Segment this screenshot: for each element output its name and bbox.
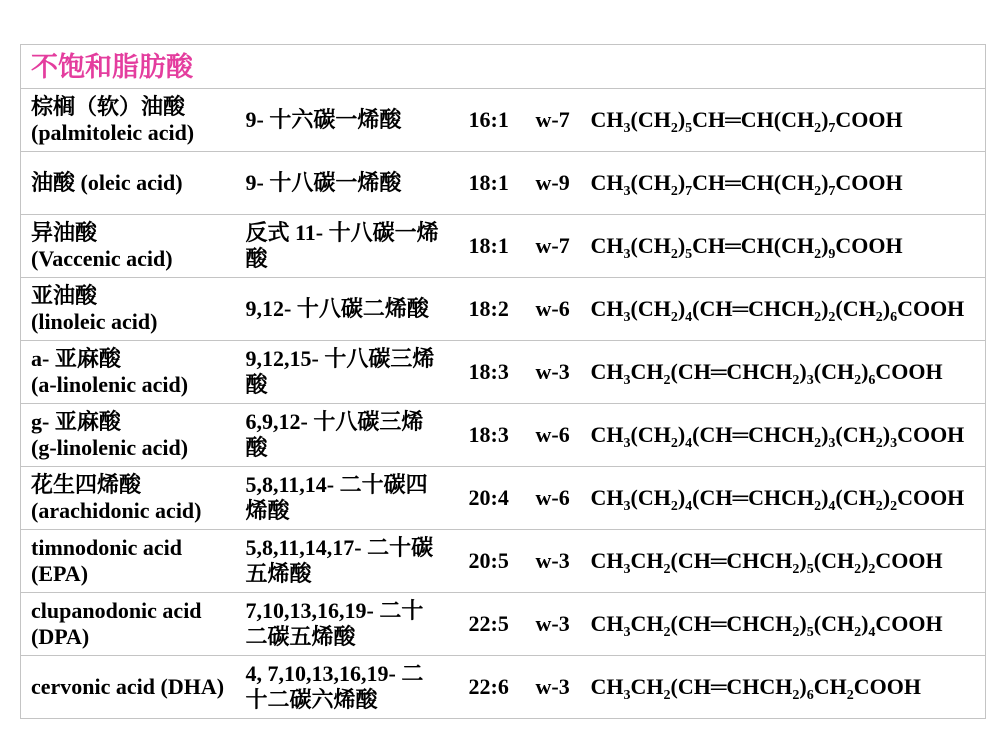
formula-text: CH	[590, 107, 624, 132]
systematic-name-line: 酸	[245, 372, 268, 397]
fatty-acid-name-cell	[21, 215, 239, 278]
systematic-name-line: 酸	[245, 435, 268, 460]
fatty-acid-name-line: 亚油酸	[31, 283, 98, 308]
formula-subscript: 4	[828, 499, 836, 514]
table-row	[21, 467, 986, 530]
formula-text: )	[799, 674, 807, 699]
formula-subscript: 2	[670, 121, 678, 136]
formula-subscript: 5	[685, 121, 693, 136]
systematic-name-line: 五烯酸	[245, 561, 312, 586]
formula-text: )	[677, 170, 686, 195]
fatty-acid-name-line: 花生四烯酸	[31, 472, 142, 497]
formula-subscript: 3	[623, 247, 631, 262]
table-row	[21, 656, 986, 719]
formula-text: CH═CH(CH	[692, 170, 815, 195]
formula-text: COOH	[875, 548, 943, 573]
systematic-name-cell	[239, 278, 463, 341]
omega-class-cell: w-3	[535, 548, 570, 573]
structural-formula-cell	[583, 278, 986, 341]
formula-subscript: 3	[623, 499, 631, 514]
structural-formula	[590, 233, 903, 262]
formula-text: CH	[590, 170, 624, 195]
omega-class-cell: w-6	[535, 422, 570, 447]
formula-text: CH	[590, 296, 624, 321]
formula-subscript: 3	[623, 625, 631, 640]
table-row	[21, 152, 986, 215]
structural-formula	[590, 674, 921, 703]
table-title: 不饱和脂肪酸	[31, 51, 193, 82]
carbon-ratio-cell: 18:3	[468, 422, 509, 447]
formula-subscript: 6	[890, 310, 898, 325]
fatty-acid-name-cell	[21, 89, 239, 152]
systematic-name-line: 5,8,11,14,17- 二十碳	[245, 535, 434, 560]
structural-formula-cell	[583, 467, 986, 530]
formula-subscript: 3	[623, 373, 631, 388]
structural-formula	[590, 296, 965, 325]
formula-subscript: 7	[828, 121, 836, 136]
formula-subscript: 2	[875, 499, 883, 514]
formula-text: (CH	[835, 485, 876, 510]
structural-formula-cell	[583, 341, 986, 404]
formula-text: CH	[813, 674, 847, 699]
fatty-acid-table	[20, 44, 986, 719]
formula-text: (CH	[630, 233, 671, 258]
formula-text: (CH═CHCH	[670, 611, 793, 636]
formula-text: )	[821, 296, 829, 321]
formula-text: CH	[590, 233, 624, 258]
formula-subscript: 4	[685, 310, 693, 325]
fatty-acid-name-line: cervonic acid (DHA)	[31, 674, 225, 699]
structural-formula-cell	[583, 89, 986, 152]
systematic-name-line: 二碳五烯酸	[245, 624, 356, 649]
table-body	[21, 89, 986, 719]
fatty-acid-name-cell	[21, 278, 239, 341]
formula-text: CH	[590, 548, 624, 573]
systematic-name-cell	[239, 341, 463, 404]
formula-text: (CH═CHCH	[692, 296, 815, 321]
formula-text: COOH	[835, 107, 903, 132]
formula-text: CH	[590, 611, 624, 636]
formula-text: )	[821, 107, 829, 132]
formula-subscript: 2	[663, 562, 671, 577]
table-row	[21, 215, 986, 278]
formula-text: (CH═CHCH	[670, 674, 793, 699]
formula-text: )	[861, 548, 869, 573]
formula-subscript: 7	[828, 184, 836, 199]
systematic-name-cell	[239, 530, 463, 593]
systematic-name-cell	[239, 593, 463, 656]
table-row	[21, 404, 986, 467]
formula-text: CH	[630, 611, 664, 636]
formula-subscript: 2	[868, 562, 876, 577]
fatty-acid-name-line: (a-linolenic acid)	[31, 372, 189, 397]
formula-text: (CH	[813, 548, 855, 573]
formula-subscript: 2	[854, 562, 862, 577]
systematic-name-line: 反式 11- 十八碳一烯	[245, 220, 439, 245]
carbon-ratio-cell: 18:1	[468, 170, 509, 195]
formula-text: )	[882, 422, 891, 447]
structural-formula-cell	[583, 530, 986, 593]
formula-text: CH	[590, 485, 624, 510]
formula-text: )	[882, 485, 891, 510]
fatty-acid-name-line: (g-linolenic acid)	[31, 435, 189, 460]
formula-subscript: 2	[814, 121, 822, 136]
formula-text: )	[882, 296, 891, 321]
formula-text: )	[821, 233, 829, 258]
formula-text: COOH	[897, 422, 965, 447]
formula-text: )	[677, 485, 686, 510]
formula-text: COOH	[875, 359, 943, 384]
formula-text: (CH	[835, 296, 876, 321]
systematic-name-cell	[239, 656, 463, 719]
formula-text: )	[861, 611, 869, 636]
fatty-acid-name-line: timnodonic acid	[31, 535, 182, 560]
omega-class-cell: w-3	[535, 674, 570, 699]
fatty-acid-name-line: (DPA)	[31, 624, 90, 649]
formula-subscript: 6	[868, 373, 876, 388]
formula-subscript: 3	[890, 436, 898, 451]
formula-subscript: 3	[623, 184, 631, 199]
structural-formula	[590, 170, 903, 199]
formula-text: (CH═CHCH	[670, 548, 793, 573]
formula-subscript: 2	[846, 688, 854, 703]
table-row	[21, 593, 986, 656]
fatty-acid-name-line: (Vaccenic acid)	[31, 246, 173, 271]
carbon-ratio-cell: 18:3	[468, 359, 509, 384]
systematic-name-cell	[239, 404, 463, 467]
formula-text: )	[821, 170, 829, 195]
formula-text: COOH	[875, 611, 943, 636]
formula-subscript: 3	[828, 436, 836, 451]
formula-text: )	[677, 296, 686, 321]
structural-formula	[590, 422, 965, 451]
fatty-acid-name-line: (EPA)	[31, 561, 89, 586]
formula-text: COOH	[853, 674, 921, 699]
structural-formula	[590, 107, 903, 136]
table-row	[21, 530, 986, 593]
formula-subscript: 2	[792, 562, 800, 577]
table-header-row	[21, 45, 986, 89]
formula-subscript: 2	[670, 436, 678, 451]
structural-formula-cell	[583, 656, 986, 719]
structural-formula-cell	[583, 215, 986, 278]
formula-subscript: 9	[828, 247, 836, 262]
formula-text: )	[677, 233, 686, 258]
formula-subscript: 3	[806, 373, 814, 388]
carbon-ratio-cell: 16:1	[468, 107, 509, 132]
formula-text: )	[799, 359, 807, 384]
formula-subscript: 6	[806, 688, 814, 703]
omega-class-cell: w-6	[535, 296, 570, 321]
structural-formula-cell	[583, 404, 986, 467]
formula-subscript: 2	[875, 310, 883, 325]
formula-text: CH	[590, 674, 624, 699]
structural-formula	[590, 359, 943, 388]
formula-subscript: 3	[623, 310, 631, 325]
fatty-acid-name-cell	[21, 152, 239, 215]
fatty-acid-name-line: 油酸 (oleic acid)	[31, 170, 183, 195]
fatty-acid-name-cell	[21, 404, 239, 467]
formula-text: )	[799, 611, 807, 636]
formula-subscript: 2	[890, 499, 898, 514]
structural-formula	[590, 548, 943, 577]
formula-text: CH	[590, 422, 624, 447]
systematic-name-line: 9- 十六碳一烯酸	[245, 107, 402, 132]
formula-text: (CH═CHCH	[692, 485, 815, 510]
formula-subscript: 2	[663, 373, 671, 388]
omega-class-cell: w-7	[535, 107, 570, 132]
carbon-ratio-cell: 20:4	[468, 485, 509, 510]
formula-text: (CH	[630, 485, 671, 510]
formula-text: CH	[630, 674, 664, 699]
omega-class-cell: w-3	[535, 359, 570, 384]
formula-text: CH═CH(CH	[692, 233, 815, 258]
formula-text: (CH	[813, 611, 855, 636]
table-row	[21, 89, 986, 152]
formula-subscript: 2	[792, 625, 800, 640]
fatty-acid-name-cell	[21, 656, 239, 719]
formula-text: )	[821, 422, 829, 447]
formula-subscript: 2	[670, 310, 678, 325]
fatty-acid-name-line: g- 亚麻酸	[31, 409, 121, 434]
formula-text: COOH	[897, 296, 965, 321]
formula-text: (CH	[630, 296, 671, 321]
formula-subscript: 4	[685, 436, 693, 451]
formula-text: (CH	[813, 359, 855, 384]
formula-subscript: 2	[814, 247, 822, 262]
structural-formula	[590, 485, 965, 514]
fatty-acid-name-cell	[21, 467, 239, 530]
systematic-name-line: 7,10,13,16,19- 二十	[245, 598, 424, 623]
systematic-name-cell	[239, 89, 463, 152]
formula-subscript: 3	[623, 562, 631, 577]
carbon-ratio-cell: 18:2	[468, 296, 509, 321]
formula-text: (CH═CHCH	[692, 422, 815, 447]
systematic-name-cell	[239, 467, 463, 530]
structural-formula	[590, 611, 943, 640]
omega-class-cell: w-6	[535, 485, 570, 510]
formula-subscript: 2	[814, 310, 822, 325]
table-row	[21, 341, 986, 404]
carbon-ratio-cell: 18:1	[468, 233, 509, 258]
formula-subscript: 2	[828, 310, 836, 325]
formula-subscript: 3	[623, 436, 631, 451]
systematic-name-cell	[239, 215, 463, 278]
fatty-acid-name-line: 棕榈（软）油酸	[31, 94, 186, 119]
fatty-acid-name-line: (palmitoleic acid)	[31, 120, 195, 145]
formula-subscript: 3	[623, 121, 631, 136]
fatty-acid-name-line: (linoleic acid)	[31, 309, 158, 334]
formula-subscript: 2	[792, 688, 800, 703]
formula-subscript: 5	[806, 562, 814, 577]
fatty-acid-name-line: a- 亚麻酸	[31, 346, 121, 371]
formula-text: (CH	[630, 107, 671, 132]
formula-subscript: 2	[670, 247, 678, 262]
formula-text: )	[799, 548, 807, 573]
formula-text: )	[861, 359, 869, 384]
formula-text: CH═CH(CH	[692, 107, 815, 132]
fatty-acid-name-line: 异油酸	[31, 220, 98, 245]
formula-text: (CH	[630, 170, 671, 195]
formula-subscript: 2	[854, 373, 862, 388]
formula-text: CH	[630, 359, 664, 384]
fatty-acid-name-line: clupanodonic acid	[31, 598, 202, 623]
systematic-name-line: 9- 十八碳一烯酸	[245, 170, 402, 195]
formula-text: CH	[630, 548, 664, 573]
fatty-acid-name-line: (arachidonic acid)	[31, 498, 202, 523]
formula-subscript: 5	[685, 247, 693, 262]
formula-text: )	[677, 107, 686, 132]
systematic-name-line: 9,12,15- 十八碳三烯	[245, 346, 435, 371]
formula-subscript: 2	[663, 688, 671, 703]
carbon-ratio-cell: 20:5	[468, 548, 509, 573]
formula-subscript: 2	[814, 184, 822, 199]
formula-text: (CH═CHCH	[670, 359, 793, 384]
omega-class-cell: w-3	[535, 611, 570, 636]
formula-text: COOH	[835, 170, 903, 195]
formula-subscript: 5	[806, 625, 814, 640]
formula-subscript: 2	[670, 184, 678, 199]
formula-text: )	[821, 485, 829, 510]
formula-subscript: 3	[623, 688, 631, 703]
formula-text: CH	[590, 359, 624, 384]
omega-class-cell: w-9	[535, 170, 570, 195]
structural-formula-cell	[583, 593, 986, 656]
systematic-name-line: 4, 7,10,13,16,19- 二	[245, 661, 424, 686]
systematic-name-line: 9,12- 十八碳二烯酸	[245, 296, 429, 321]
formula-subscript: 2	[854, 625, 862, 640]
formula-subscript: 2	[663, 625, 671, 640]
systematic-name-cell	[239, 152, 463, 215]
formula-subscript: 2	[670, 499, 678, 514]
formula-subscript: 2	[875, 436, 883, 451]
carbon-ratio-cell: 22:5	[468, 611, 509, 636]
formula-subscript: 2	[814, 436, 822, 451]
table-row	[21, 278, 986, 341]
fatty-acid-name-cell	[21, 341, 239, 404]
systematic-name-line: 十二碳六烯酸	[245, 687, 378, 712]
formula-subscript: 4	[868, 625, 876, 640]
formula-text: (CH	[630, 422, 671, 447]
fatty-acid-name-cell	[21, 530, 239, 593]
structural-formula-cell	[583, 152, 986, 215]
carbon-ratio-cell: 22:6	[468, 674, 509, 699]
formula-subscript: 4	[685, 499, 693, 514]
systematic-name-line: 6,9,12- 十八碳三烯	[245, 409, 424, 434]
formula-text: COOH	[835, 233, 903, 258]
formula-text: COOH	[897, 485, 965, 510]
formula-text: (CH	[835, 422, 876, 447]
omega-class-cell: w-7	[535, 233, 570, 258]
formula-subscript: 7	[685, 184, 693, 199]
fatty-acid-name-cell	[21, 593, 239, 656]
formula-subscript: 2	[814, 499, 822, 514]
formula-subscript: 2	[792, 373, 800, 388]
systematic-name-line: 酸	[245, 246, 268, 271]
systematic-name-line: 5,8,11,14- 二十碳四	[245, 472, 428, 497]
systematic-name-line: 烯酸	[245, 498, 290, 523]
formula-text: )	[677, 422, 686, 447]
